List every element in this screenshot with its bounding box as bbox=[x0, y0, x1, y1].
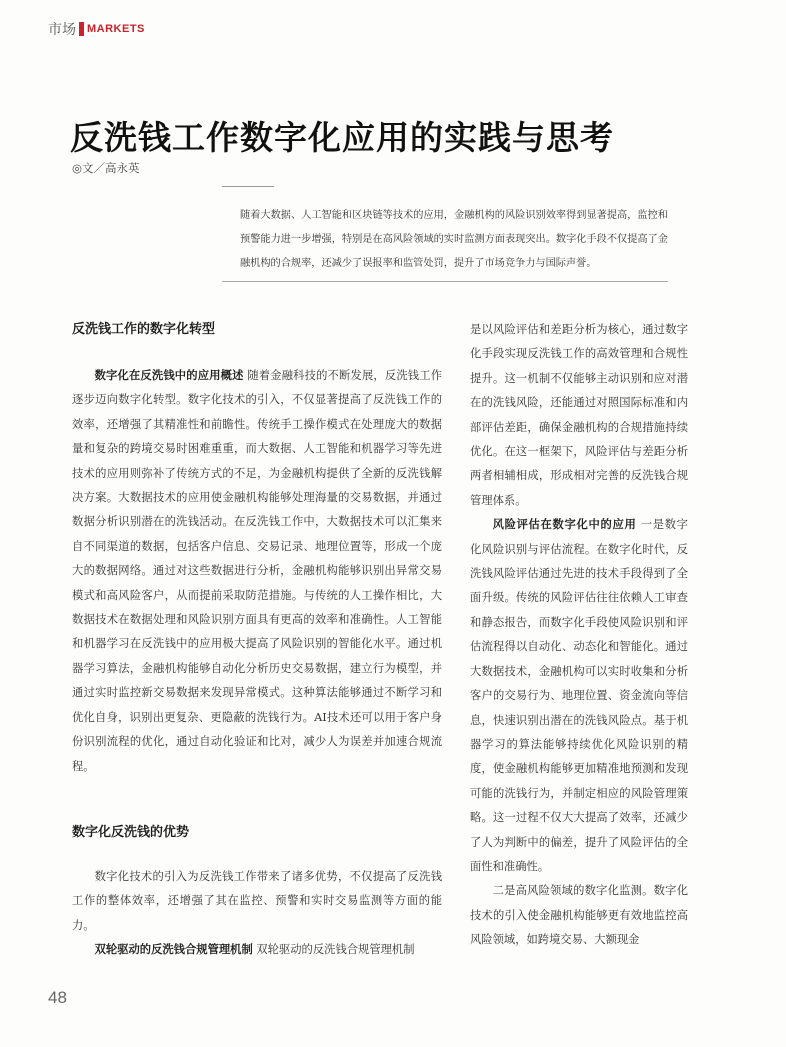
section-heading-digital-transformation: 反洗钱工作的数字化转型 bbox=[72, 322, 216, 337]
paragraph-body: 双轮驱动的反洗钱合规管理机制 bbox=[256, 943, 415, 957]
abstract: 随着大数据、人工智能和区块链等技术的应用，金融机构的风险识别效率得到显著提高，监控和预警能力进一步增强，特别是在高风险领域的实时监测方面表现突出。数字化手段不仅提高了金融机构的合规率，还减少了误报率和监管处罚，提升了市场竞争力与国际声誉。 bbox=[240, 210, 668, 269]
paragraph-body: 随着金融科技的不断发展，反洗钱工作逐步迈向数字化转型。数字化技术的引入，不仅显著提高了反洗钱工作的效率，还增强了其精准性和前瞻性。传统手工操作模式在处理庞大的数据量和复杂的跨境交易时困难重重，而大数据、人工智能和机器学习等先进技术的应用则弥补了传统方式的不足，为金融机构提供了全新的反洗钱解决方案。大数据技术的应用使金融机构能够处理海量的交易数据，并通过数据分析识别潜在的洗钱活动。在反洗钱工作中，大数据技术可以汇集来自不同渠道的数据，包括客户信息、交易记录、地理位置等，形成一个庞大的数据网络。通过对这些数据进行分析，金融机构能够识别出异常交易模式和高风险客户，从而提前采取防范措施。与传统的人工操作相比，大数据技术在数据处理和风险识别方面具有更高的效率和准确性。人工智能和机器学习在反洗钱中的应用极大提高了风险识别的智能化水平。通过机器学习算法，金融机构能够自动化分析历史交易数据，建立行为模型，并通过实时监控新交易数据来发现异常模式。这种算法能够通过不断学习和优化自身，识别出更复杂、更隐蔽的洗钱行为。AI技术还可以用于客户身份识别流程的优化，通过自动化验证和比对，减少人为误差并加速合规流程。 bbox=[72, 369, 442, 773]
section-label-cn: 市场 bbox=[48, 22, 76, 38]
paragraph-risk-assessment bbox=[470, 513, 688, 879]
section-divider-bar bbox=[79, 22, 84, 36]
section-heading-advantages: 数字化反洗钱的优势 bbox=[72, 824, 190, 840]
paragraph-dual-wheel-cont: 是以风险评估和差距分析为核心，通过数字化手段实现反洗钱工作的高效管理和合规性提升。这一机制不仅能够主动识别和应对潜在的洗钱风险，还能通过对照国际标准和内部评估差距，确保金融机构的合规措施持续优化。在这一框架下，风险评估与差距分析两者相辅相成，形成相对完善的反洗钱合规管理体系。 bbox=[470, 323, 688, 507]
paragraph-dual-wheel bbox=[72, 938, 442, 962]
right-column bbox=[470, 318, 688, 953]
paragraph-advantages: 数字化技术的引入为反洗钱工作带来了诸多优势，不仅提高了反洗钱工作的整体效率，还增强了其在监控、预警和实时交易监测等方面的能力。 bbox=[72, 869, 442, 932]
article-title: 反洗钱工作数字化应用的实践与思考 bbox=[70, 118, 614, 157]
page-number: 48 bbox=[48, 988, 67, 1007]
abstract-top-rule bbox=[222, 186, 274, 187]
author-line: ◎文／高永英 bbox=[72, 161, 140, 175]
paragraph-body: 一是数字化风险识别与评估流程。在数字化时代，反洗钱风险评估通过先进的技术手段得到了全面升级。传统的风险评估往往依赖人工审查和静态报告，而数字化手段使风险识别和评估流程得以自动化、动态化和智能化。通过大数据技术，金融机构可以实时收集和分析客户的交易行为、地理位置、资金流向等信息，快速识别出潜在的洗钱风险点。基于机器学习的算法能够持续优化风险识别的精度，使金融机构能够更加精准地预测和发现可能的洗钱行为，并制定相应的风险管理策略。这一过程不仅大大提高了效率，还减少了人为判断中的偏差，提升了风险评估的全面性和准确性。 bbox=[470, 518, 688, 873]
abstract-bottom-rule bbox=[222, 281, 668, 282]
section-label-en: MARKETS bbox=[87, 23, 145, 35]
section-header bbox=[48, 18, 145, 40]
left-column bbox=[72, 318, 442, 963]
paragraph-overview bbox=[72, 364, 442, 779]
paragraph-high-risk: 二是高风险领域的数字化监测。数字化技术的引入使金融机构能够更有效地监控高风险领域，如跨境交易、大额现金 bbox=[470, 884, 688, 947]
paragraph-lead: 双轮驱动的反洗钱合规管理机制 bbox=[94, 943, 253, 957]
paragraph-lead: 数字化在反洗钱中的应用概述 bbox=[94, 369, 244, 382]
paragraph-lead: 风险评估在数字化中的应用 bbox=[492, 518, 637, 532]
